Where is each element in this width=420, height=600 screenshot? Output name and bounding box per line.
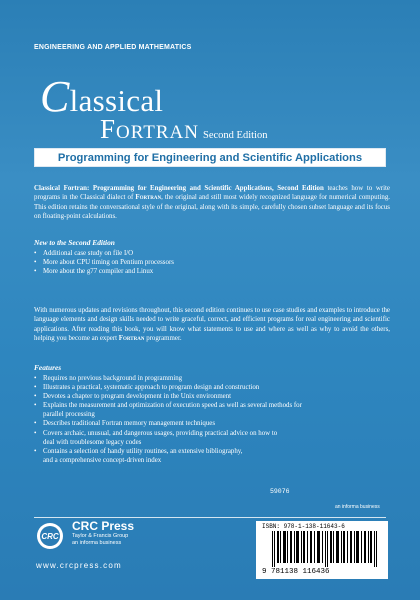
title-line-1: Classical	[40, 72, 164, 121]
list-item: • Additional case study on file I/O	[34, 249, 374, 258]
crc-logo-icon	[36, 522, 64, 550]
publisher-website: www.crcpress.com	[36, 561, 122, 570]
list-item: • Requires no previous background in programming	[34, 374, 374, 383]
barcode-panel	[256, 521, 388, 579]
barcode-image	[272, 531, 380, 567]
edition-label: Second Edition	[203, 130, 268, 141]
book-title	[40, 72, 400, 145]
intro-paragraph: Classical Fortran: Programming for Engineering and Scientific Applications, Second Edition teaches how to write programs in the Classical dialect of Fortran, the original and still most widely recognized language for numerical computing. This edition retains the conversational style of the original, along with its simple, carefully chosen subset language and its focus on floating-point calculations.	[34, 185, 390, 221]
list-item: • Covers archaic, unusual, and dangerous usages, providing practical advice on how to deal with troublesome legacy codes	[34, 429, 374, 447]
publisher-block	[72, 519, 134, 547]
isbn-digits: 9 781138 116436	[262, 568, 330, 576]
publisher-name: CRC Press	[72, 519, 135, 533]
list-item: • More about CPU timing on Pentium processors	[34, 258, 374, 267]
title-line-2: Fortran Second Edition	[100, 114, 268, 144]
logo-text: CRC	[41, 532, 59, 541]
new-edition-heading: New to the Second Edition	[34, 238, 115, 247]
informa-tagline: an informa business	[335, 504, 380, 510]
list-item: • Contains a selection of handy utility routines, an extensive bibliography, and a comprehensive concept-driven index	[34, 447, 374, 465]
list-item: • Explains the measurement and optimization of execution speed as well as several methods for parallel processing	[34, 401, 374, 419]
list-item: • Illustrates a practical, systematic approach to program design and construction	[34, 383, 374, 392]
new-edition-list	[34, 249, 374, 276]
product-code: 59076	[270, 488, 290, 495]
series-label: ENGINEERING AND APPLIED MATHEMATICS	[34, 44, 192, 51]
publisher-group: Taylor & Francis Group	[72, 533, 129, 539]
list-item: • Describes traditional Fortran memory management techniques	[34, 419, 374, 428]
features-heading: Features	[34, 363, 62, 372]
list-item: • More about the g77 compiler and Linux	[34, 267, 374, 276]
divider	[34, 517, 386, 518]
subtitle-banner: Programming for Engineering and Scientific Applications	[34, 148, 386, 167]
list-item: • Devotes a chapter to program development in the Unix environment	[34, 392, 374, 401]
features-list	[34, 374, 374, 465]
publisher-informa: an informa business	[72, 540, 122, 546]
isbn-label: ISBN: 978-1-138-11643-6	[262, 523, 345, 530]
description-paragraph: With numerous updates and revisions throughout, this second edition continues to use case studies and examples to introduce the language elements and design skills needed to write graceful, correct, and efficient programs for real engineering and scientific applications. After reading this book, you will know what statements to use and where as well as why to avoid the others, helping you become an expert Fortran programmer.	[34, 307, 390, 343]
